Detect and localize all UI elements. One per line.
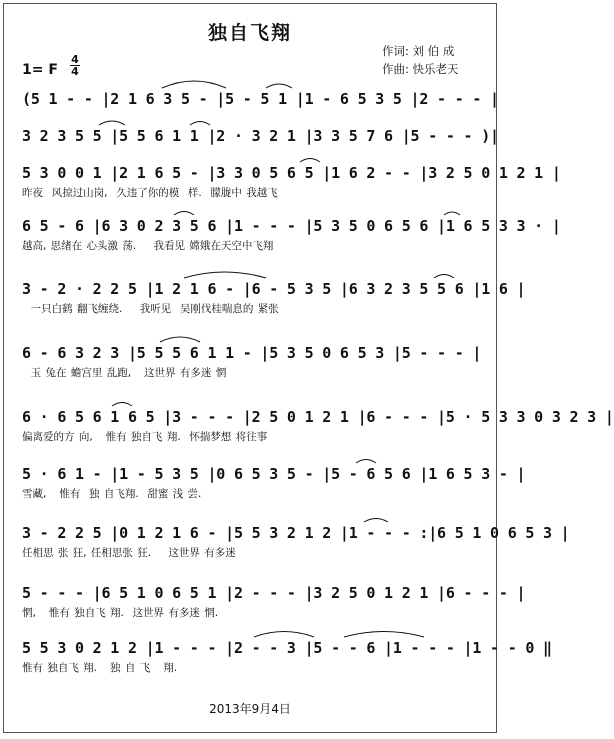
score-row bbox=[22, 465, 526, 501]
lyric-line: 玉 兔在 蟾宫里 乱跑, 这世界 有多迷 惘 bbox=[22, 367, 227, 379]
song-title: 独自飞翔 bbox=[207, 22, 292, 44]
notation-line: 3 2 3 5 5 |5 5 6 1 1 |2 · 3 2 1 |3 3 5 7 6 |5 - - - )| bbox=[22, 127, 499, 145]
notation-line: 5 - - - |6 5 1 0 6 5 1 |2 - - - |3 2 5 0 1 2 1 |6 - - - | bbox=[22, 584, 526, 602]
time-signature-top: 4 bbox=[71, 53, 79, 66]
notation-line: 6 - 6 3 2 3 |5 5 5 6 1 1 - |5 3 5 0 6 5 3 |5 - - - | bbox=[22, 344, 482, 362]
lyric-line: 一只白鹤 翻飞缠绕. 我听见 吴刚伐桂喘息的 紧张 bbox=[22, 303, 279, 315]
score-row bbox=[22, 90, 499, 108]
notation-line: 5 · 6 1 - |1 - 5 3 5 |0 6 5 3 5 - |5 - 6 5 6 |1 6 5 3 - | bbox=[22, 465, 526, 483]
notation-line: (5 1 - - |2 1 6 3 5 - |5 - 5 1 |1 - 6 5 3 5 |2 - - - | bbox=[22, 90, 499, 108]
score-row bbox=[22, 217, 561, 253]
composer-credit: 作曲: 快乐老天 bbox=[382, 62, 459, 76]
score-row bbox=[22, 524, 570, 560]
score-row bbox=[22, 408, 614, 444]
notation-line: 5 5 3 0 2 1 2 |1 - - - |2 - - 3 |5 - - 6 |1 - - - |1 - - 0 ‖ bbox=[22, 639, 552, 657]
score-row bbox=[22, 584, 526, 620]
lyric-line: 越高, 思绪在 心头激 荡. 我看见 嫦娥在天空中飞翔 bbox=[22, 240, 274, 252]
time-signature bbox=[70, 54, 80, 77]
lyric-line: 任相思 张 狂, 任相思张 狂. 这世界 有多迷 bbox=[22, 547, 236, 559]
notation-line: 6 · 6 5 6 1 6 5 |3 - - - |2 5 0 1 2 1 |6 - - - |5 · 5 3 3 0 3 2 3 | bbox=[22, 408, 614, 426]
lyric-line: 昨夜 风掠过山岗, 久违了你的模 样. 朦胧中 我越飞 bbox=[22, 187, 278, 199]
lyricist-credit: 作词: 刘 伯 成 bbox=[382, 44, 455, 58]
score-row bbox=[22, 127, 499, 145]
lyric-line: 雪藏, 惟有 独 自飞翔. 甜蜜 浅 尝. bbox=[22, 488, 202, 500]
date-stamp: 2013年9月4日 bbox=[209, 702, 291, 716]
score-row bbox=[22, 280, 526, 316]
key-signature: 1= F bbox=[22, 62, 58, 78]
score-page bbox=[3, 3, 614, 733]
score-row bbox=[22, 344, 482, 380]
score-row bbox=[22, 639, 552, 675]
notation-line: 3 - 2 · 2 2 5 |1 2 1 6 - |6 - 5 3 5 |6 3 2 3 5 5 6 |1 6 | bbox=[22, 280, 526, 298]
score-row bbox=[22, 164, 561, 200]
notation-line: 6 5 - 6 |6 3 0 2 3 5 6 |1 - - - |5 3 5 0 6 5 6 |1 6 5 3 3 · | bbox=[22, 217, 561, 235]
time-signature-bottom: 4 bbox=[71, 65, 79, 78]
lyric-line: 惘, 惟有 独自飞 翔. 这世界 有多迷 惘. bbox=[22, 607, 219, 619]
notation-line: 3 - 2 2 5 |0 1 2 1 6 - |5 5 3 2 1 2 |1 - - - :|6 5 1 0 6 5 3 | bbox=[22, 524, 570, 542]
lyric-line: 偏离爱的方 向, 惟有 独自飞 翔. 怀揣梦想 将往事 bbox=[22, 431, 268, 443]
notation-line: 5 3 0 0 1 |2 1 6 5 - |3 3 0 5 6 5 |1 6 2 - - |3 2 5 0 1 2 1 | bbox=[22, 164, 561, 182]
lyric-line: 惟有 独自飞 翔. 独 自 飞 翔. bbox=[22, 662, 178, 674]
